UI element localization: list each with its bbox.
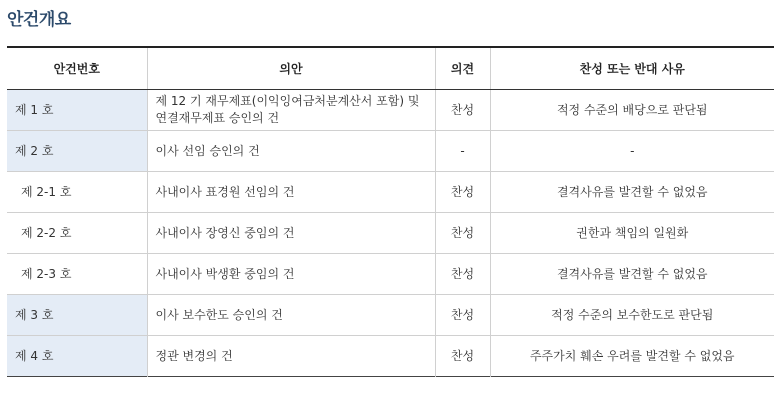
agenda-title: 이사 보수한도 승인의 건	[147, 295, 435, 336]
agenda-title: 사내이사 장영신 중임의 건	[147, 213, 435, 254]
agenda-number: 제 2-1 호	[7, 172, 147, 213]
table-row	[7, 254, 774, 295]
header-reason: 찬성 또는 반대 사유	[490, 47, 774, 90]
agenda-table	[7, 46, 774, 377]
table-header-row	[7, 47, 774, 90]
opinion-cell: 찬성	[435, 295, 490, 336]
reason-cell: 권한과 책임의 일원화	[490, 213, 774, 254]
reason-cell: 주주가치 훼손 우려를 발견할 수 없었음	[490, 336, 774, 377]
table-row	[7, 336, 774, 377]
table-row	[7, 213, 774, 254]
reason-cell: 적정 수준의 배당으로 판단됨	[490, 90, 774, 131]
agenda-number: 제 4 호	[7, 336, 147, 377]
reason-cell: 결격사유를 발견할 수 없었음	[490, 254, 774, 295]
header-opinion: 의견	[435, 47, 490, 90]
table-row	[7, 295, 774, 336]
agenda-number: 제 2-2 호	[7, 213, 147, 254]
opinion-cell: -	[435, 131, 490, 172]
table-row	[7, 172, 774, 213]
reason-cell: -	[490, 131, 774, 172]
opinion-cell: 찬성	[435, 90, 490, 131]
header-agenda: 의안	[147, 47, 435, 90]
opinion-cell: 찬성	[435, 172, 490, 213]
header-agenda-number: 안건번호	[7, 47, 147, 90]
agenda-number: 제 1 호	[7, 90, 147, 131]
opinion-cell: 찬성	[435, 336, 490, 377]
agenda-title: 이사 선임 승인의 건	[147, 131, 435, 172]
reason-cell: 적정 수준의 보수한도로 판단됨	[490, 295, 774, 336]
opinion-cell: 찬성	[435, 254, 490, 295]
section-title: 안건개요	[7, 10, 71, 30]
agenda-title: 사내이사 표경원 선임의 건	[147, 172, 435, 213]
opinion-cell: 찬성	[435, 213, 490, 254]
agenda-title: 제 12 기 재무제표(이익잉여금처분계산서 포함) 및 연결재무제표 승인의 건	[147, 90, 435, 131]
table-row	[7, 90, 774, 131]
reason-cell: 결격사유를 발견할 수 없었음	[490, 172, 774, 213]
table-row	[7, 131, 774, 172]
agenda-number: 제 3 호	[7, 295, 147, 336]
agenda-title: 사내이사 박생환 중임의 건	[147, 254, 435, 295]
agenda-number: 제 2 호	[7, 131, 147, 172]
agenda-title: 정관 변경의 건	[147, 336, 435, 377]
agenda-number: 제 2-3 호	[7, 254, 147, 295]
